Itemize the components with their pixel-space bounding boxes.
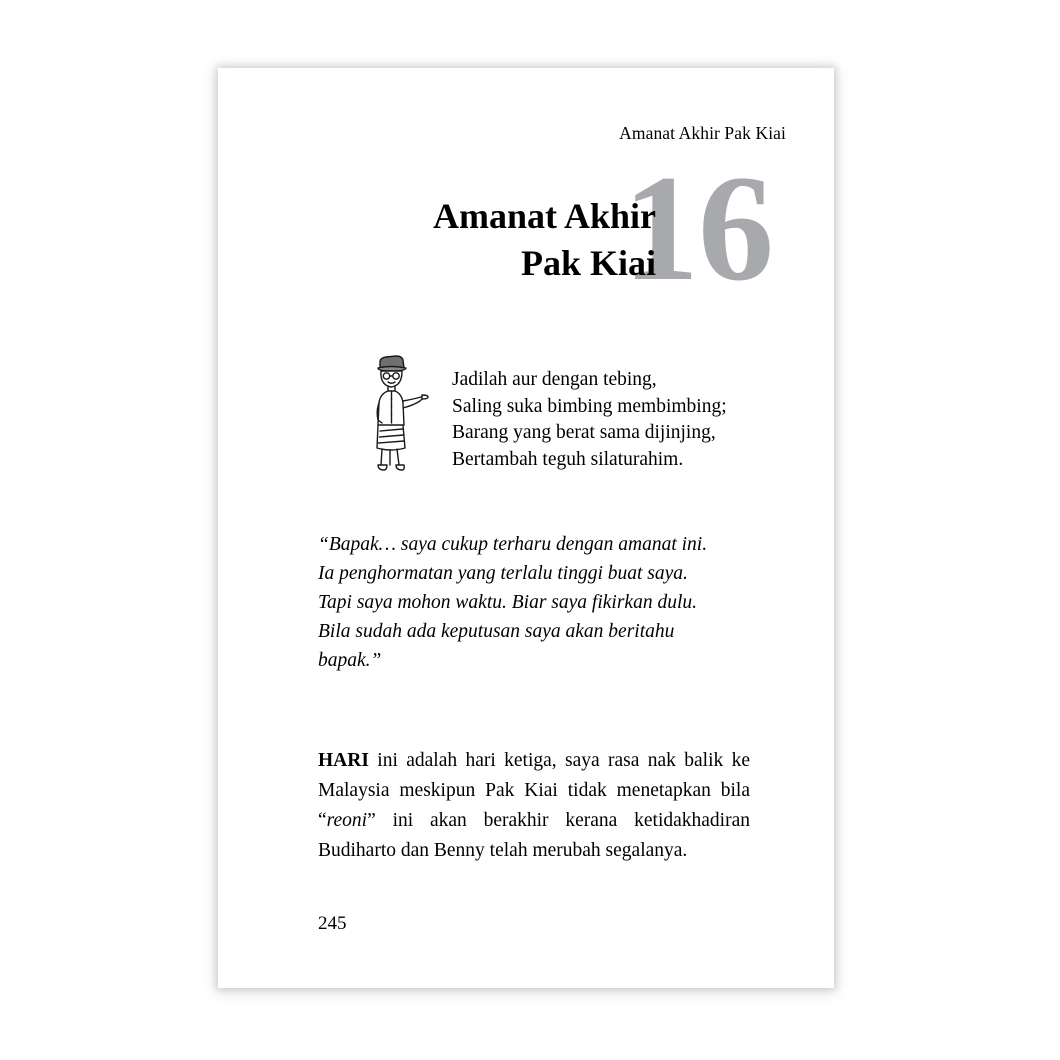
pull-quote-line-1: “Bapak… saya cukup terharu dengan amanat ini. (318, 534, 708, 555)
chapter-number: 16 (623, 144, 773, 312)
body-paragraph (318, 746, 750, 866)
verse-line-3: Barang yang berat sama dijinjing, (452, 422, 716, 443)
cartoon-man-pointing-icon (366, 353, 436, 478)
pull-quote (318, 530, 750, 675)
verse-line-4: Bertambah teguh silaturahim. (452, 448, 684, 470)
body-text-part-1: ini adalah hari ketiga, saya rasa nak balik ke Malaysia meskipun Pak Kiai tidak menetapkan bila “ (318, 750, 750, 831)
body-text-part-2: ” ini akan berakhir kerana ketidakhadiran Budiharto dan Benny telah merubah segalanya. (318, 810, 750, 861)
chapter-heading (266, 144, 786, 316)
chapter-title-line-2: Pak Kiai (520, 243, 656, 283)
pull-quote-line-2: Ia penghormatan yang terlalu tinggi buat saya. (318, 563, 688, 584)
book-page (218, 68, 834, 988)
pull-quote-line-4: Bila sudah ada keputusan saya akan beritahu (318, 621, 675, 642)
page-number: 245 (318, 913, 347, 934)
lead-word: HARI (318, 750, 369, 771)
chapter-title-line-1: Amanat Akhir (432, 196, 656, 236)
verse-line-1: Jadilah aur dengan tebing, (452, 369, 657, 390)
page-title (276, 193, 656, 287)
pull-quote-line-3: Tapi saya mohon waktu. Biar saya fikirkan dulu. (318, 592, 697, 613)
verse-line-2: Saling suka bimbing membimbing; (452, 395, 727, 417)
pantun-verse (452, 367, 727, 473)
emphasised-word: reoni (326, 810, 368, 831)
pull-quote-line-5: bapak.” (318, 650, 382, 671)
running-head: Amanat Akhir Pak Kiai (619, 123, 786, 143)
